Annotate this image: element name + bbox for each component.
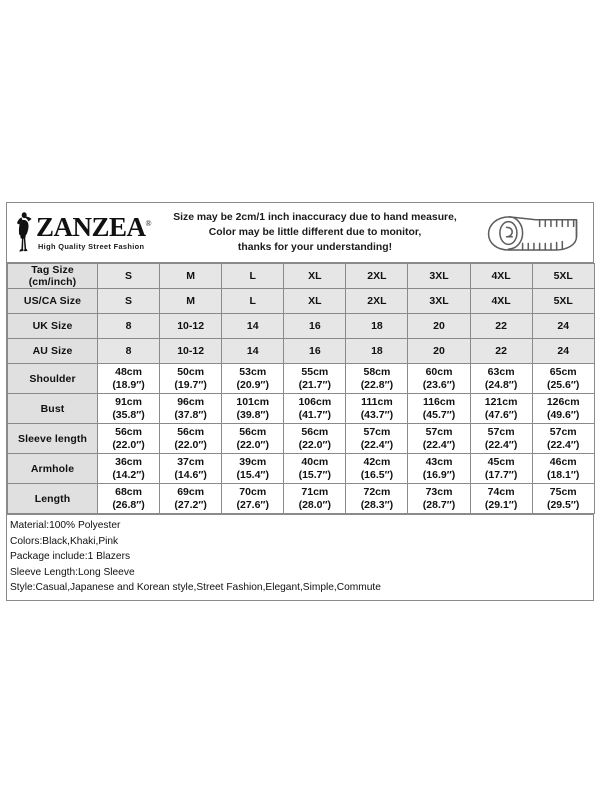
cell-inch: (15.7″) [298,468,332,481]
cell: 22 [470,314,532,339]
cell-cm: 75cm [549,485,577,498]
cell [284,424,346,454]
detail-style: Style:Casual,Japanese and Korean style,Street Fashion,Elegant,Simple,Commute [10,582,381,593]
cell-cm: 57cm [363,425,391,438]
table-row [8,339,595,364]
cell-cm: 45cm [487,455,515,468]
cell-inch: (22.0″) [236,438,269,451]
tape-measure-icon [473,203,593,262]
cell-inch: (14.6″) [174,468,207,481]
cell [160,364,222,394]
cell: 8 [98,339,160,364]
cell [532,484,594,514]
cell [284,394,346,424]
cell: 22 [470,339,532,364]
cell-cm: 48cm [115,365,142,378]
cell-cm: 111cm [361,395,393,408]
cell [346,484,408,514]
cell-inch: (43.7″) [360,408,394,421]
cell [98,484,160,514]
cell: 5XL [532,289,594,314]
table-row [8,484,595,514]
cell: 24 [532,314,594,339]
cell: 3XL [408,264,470,289]
cell [98,424,160,454]
cell-cm: 56cm [115,425,142,438]
cell-cm: 70cm [239,485,267,498]
cell: M [160,264,222,289]
cell-cm: 56cm [301,425,329,438]
cell-inch: (22.8″) [360,378,394,391]
cell: 20 [408,314,470,339]
measurement-notice [157,210,473,255]
cell: 16 [284,314,346,339]
cell [222,484,284,514]
cell-inch: (49.6″) [546,408,580,421]
cell-cm: 71cm [301,485,329,498]
cell: L [222,264,284,289]
cell [470,394,532,424]
cell-inch: (27.2″) [174,498,207,511]
row-label-uk-size: UK Size [8,314,98,339]
table-row [8,394,595,424]
cell-cm: 46cm [549,455,577,468]
table-row [8,364,595,394]
cell-cm: 96cm [177,395,205,408]
cell-cm: 60cm [425,365,453,378]
cell-inch: (21.7″) [298,378,332,391]
cell: 2XL [346,264,408,289]
cell [160,454,222,484]
cell-cm: 101cm [236,395,270,408]
product-details [7,514,593,600]
cell-inch: (22.4″) [422,438,456,451]
row-label-sub: (cm/inch) [28,276,77,288]
cell: 5XL [532,264,594,289]
cell: 20 [408,339,470,364]
cell-inch: (47.6″) [484,408,518,421]
cell-cm: 91cm [115,395,142,408]
cell-inch: (14.2″) [112,468,145,481]
cell-inch: (22.0″) [112,438,145,451]
cell-inch: (19.7″) [174,378,207,391]
cell-inch: (24.8″) [484,378,518,391]
cell [408,364,470,394]
cell [284,364,346,394]
cell [346,394,408,424]
notice-line-2: Color may be little different due to monitor, [208,226,422,238]
brand-logo-text [36,214,151,251]
cell [98,454,160,484]
cell-cm: 56cm [239,425,267,438]
cell [160,424,222,454]
cell [222,424,284,454]
cell-inch: (20.9″) [236,378,269,391]
row-label-bust: Bust [8,394,98,424]
brand-logo [7,203,157,262]
cell-inch: (15.4″) [236,468,269,481]
detail-colors: Colors:Black,Khaki,Pink [10,535,119,547]
cell-inch: (35.8″) [112,408,145,421]
cell-cm: 39cm [239,455,267,468]
cell-inch: (22.4″) [484,438,518,451]
cell-inch: (25.6″) [546,378,580,391]
cell-cm: 40cm [301,455,329,468]
row-label-length: Length [8,484,98,514]
cell [470,454,532,484]
cell [284,454,346,484]
row-label-sleeve-length: Sleeve length [8,424,98,454]
cell-cm: 73cm [425,485,453,498]
cell-cm: 57cm [487,425,515,438]
cell [346,454,408,484]
cell: 18 [346,314,408,339]
cell [532,454,594,484]
cell [532,394,594,424]
row-label-main: Tag Size [31,264,74,276]
cell-inch: (37.8″) [174,408,207,421]
cell-cm: 106cm [298,395,332,408]
cell-cm: 74cm [487,485,515,498]
cell [222,394,284,424]
cell [346,424,408,454]
cell [408,454,470,484]
cell: S [98,264,160,289]
cell-inch: (45.7″) [422,408,456,421]
detail-sleeve-length: Sleeve Length:Long Sleeve [10,566,135,578]
cell [346,364,408,394]
cell-inch: (28.7″) [422,498,456,511]
cell: S [98,289,160,314]
table-row [8,264,595,289]
cell: 18 [346,339,408,364]
detail-material: Material:100% Polyester [10,520,121,531]
cell-cm: 116cm [422,395,456,408]
cell-cm: 53cm [239,365,267,378]
cell-cm: 69cm [177,485,205,498]
notice-line-3: thanks for your understanding! [237,242,393,254]
row-label-au-size: AU Size [8,339,98,364]
cell-cm: 57cm [549,425,577,438]
cell-inch: (22.0″) [174,438,207,451]
cell [284,484,346,514]
cell-cm: 68cm [115,485,142,498]
cell-inch: (16.9″) [422,468,456,481]
cell: XL [284,289,346,314]
cell [408,394,470,424]
cell [470,364,532,394]
cell-cm: 42cm [363,455,391,468]
cell [222,364,284,394]
cell-cm: 43cm [425,455,453,468]
cell [408,484,470,514]
table-row [8,454,595,484]
row-label-shoulder: Shoulder [8,364,98,394]
cell-cm: 58cm [363,365,391,378]
cell [98,394,160,424]
cell [532,364,594,394]
cell: 16 [284,339,346,364]
cell [532,424,594,454]
cell-inch: (17.7″) [484,468,518,481]
cell [470,424,532,454]
cell-inch: (22.4″) [546,438,580,451]
cell: XL [284,264,346,289]
row-label-tag-size [8,264,98,289]
cell-inch: (16.5″) [360,468,394,481]
cell-inch: (28.3″) [360,498,394,511]
cell [408,424,470,454]
cell: 8 [98,314,160,339]
cell-cm: 63cm [487,365,515,378]
cell-cm: 57cm [425,425,453,438]
size-table [7,263,595,514]
cell-cm: 55cm [301,365,329,378]
size-table-body [8,264,595,514]
cell: 24 [532,339,594,364]
cell: 10-12 [160,314,222,339]
cell-inch: (18.1″) [546,468,580,481]
cell-inch: (23.6″) [422,378,456,391]
cell: L [222,289,284,314]
cell-inch: (22.4″) [360,438,394,451]
registered-mark: ® [145,219,152,228]
table-row [8,289,595,314]
cell-cm: 37cm [177,455,205,468]
cell [222,454,284,484]
row-label-us-ca-size: US/CA Size [8,289,98,314]
cell: M [160,289,222,314]
cell [470,484,532,514]
woman-silhouette-icon [13,211,35,255]
table-row [8,314,595,339]
cell-inch: (41.7″) [298,408,332,421]
cell-cm: 72cm [363,485,391,498]
cell-cm: 36cm [115,455,142,468]
cell-cm: 50cm [177,365,205,378]
cell-inch: (26.8″) [112,498,145,511]
table-row [8,424,595,454]
cell: 2XL [346,289,408,314]
cell [160,394,222,424]
cell-inch: (27.6″) [236,498,269,511]
cell-inch: (29.5″) [546,498,580,511]
cell-cm: 126cm [546,395,580,408]
row-label-armhole: Armhole [8,454,98,484]
cell: 10-12 [160,339,222,364]
cell-inch: (22.0″) [298,438,332,451]
cell [98,364,160,394]
brand-tagline: High Quality Street Fashion [38,242,145,251]
cell [160,484,222,514]
cell-cm: 65cm [549,365,577,378]
cell: 14 [222,314,284,339]
brand-name: ZANZEA® [36,212,152,242]
cell-inch: (18.9″) [112,378,145,391]
cell-inch: (28.0″) [298,498,332,511]
cell-cm: 56cm [177,425,205,438]
notice-line-1: Size may be 2cm/1 inch inaccuracy due to hand measure, [173,211,457,223]
cell: 4XL [470,264,532,289]
cell-cm: 121cm [484,395,518,408]
size-chart-card [6,202,594,601]
detail-package: Package include:1 Blazers [10,551,131,562]
cell: 4XL [470,289,532,314]
cell: 14 [222,339,284,364]
cell-inch: (29.1″) [484,498,518,511]
cell: 3XL [408,289,470,314]
chart-header-banner [7,203,593,263]
cell-inch: (39.8″) [236,408,269,421]
